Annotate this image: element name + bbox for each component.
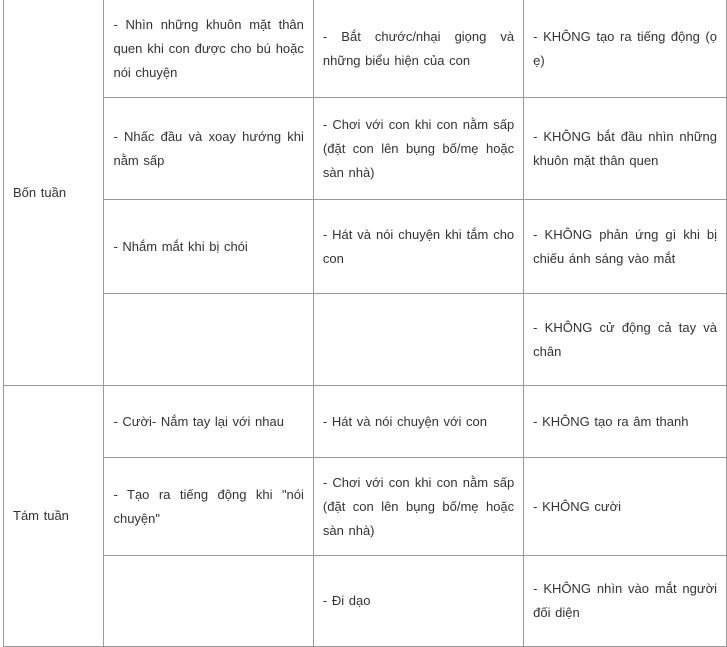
table-cell: - Cười- Nắm tay lại với nhau — [104, 386, 313, 458]
table-cell: - KHÔNG phản ứng gì khi bị chiếu ánh sáng vào mắt — [524, 200, 727, 294]
table-row — [4, 0, 727, 98]
table-row — [4, 386, 727, 458]
table-cell: - Hát và nói chuyện khi tắm cho con — [313, 200, 523, 294]
table-cell: - KHÔNG cười — [524, 458, 727, 556]
table-cell: - KHÔNG nhìn vào mắt người đối diện — [524, 556, 727, 647]
table-cell — [313, 294, 523, 386]
table-row — [4, 294, 727, 386]
table-cell — [104, 294, 313, 386]
table-cell: - Chơi với con khi con nằm sấp (đặt con lên bụng bố/mẹ hoặc sàn nhà) — [313, 458, 523, 556]
table-cell — [104, 556, 313, 647]
table-cell: - Nhấc đầu và xoay hướng khi nằm sấp — [104, 98, 313, 200]
table-cell: - Nhắm mắt khi bị chói — [104, 200, 313, 294]
table-cell: - Đi dạo — [313, 556, 523, 647]
table-cell: - KHÔNG bắt đầu nhìn những khuôn mặt thân quen — [524, 98, 727, 200]
table-cell: - Nhìn những khuôn mặt thân quen khi con được cho bú hoặc nói chuyện — [104, 0, 313, 98]
table-cell: - KHÔNG cử động cả tay và chân — [524, 294, 727, 386]
table-row — [4, 98, 727, 200]
table-cell: - KHÔNG tạo ra âm thanh — [524, 386, 727, 458]
table-cell: - Bắt chước/nhại giọng và những biểu hiện của con — [313, 0, 523, 98]
table-row — [4, 556, 727, 647]
table-cell: - Tạo ra tiếng động khi "nói chuyện" — [104, 458, 313, 556]
age-label: Tám tuần — [4, 386, 104, 647]
table-row — [4, 458, 727, 556]
table-cell: - Hát và nói chuyện với con — [313, 386, 523, 458]
table-cell: - Chơi với con khi con nằm sấp (đặt con lên bụng bố/mẹ hoặc sàn nhà) — [313, 98, 523, 200]
table-cell: - KHÔNG tạo ra tiếng động (ọ ẹ) — [524, 0, 727, 98]
milestones-table — [3, 0, 727, 647]
table-row — [4, 200, 727, 294]
age-label: Bốn tuần — [4, 0, 104, 386]
